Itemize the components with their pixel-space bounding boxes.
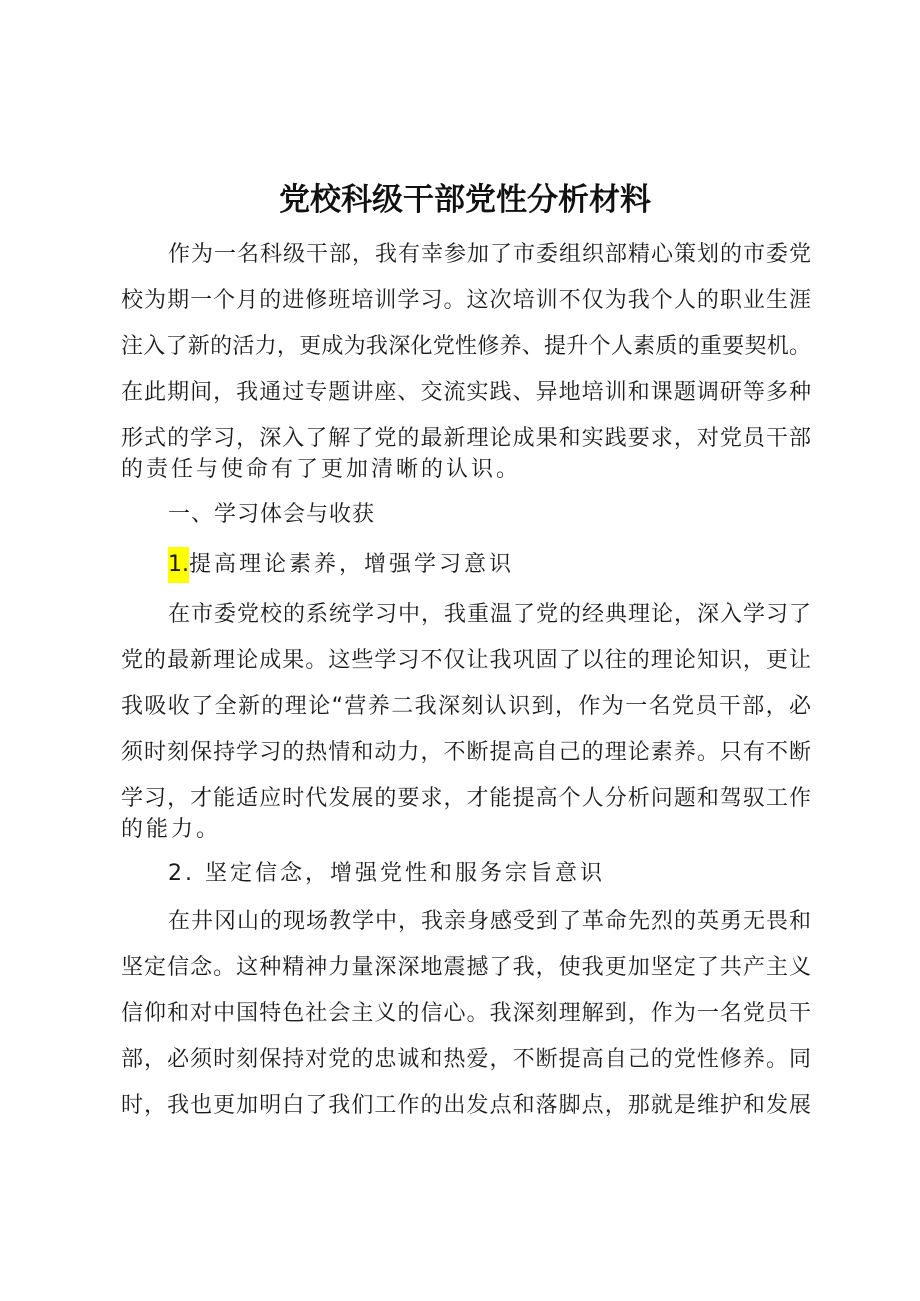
paragraph-line: 须时刻保持学习的热情和动力，不断提高自己的理论素养。只有不断 (121, 740, 811, 765)
subheading-1-text: 提高理论素养，增强学习意识 (189, 552, 515, 577)
intro-line: 作为一名科级干部，我有幸参加了市委组织部精心策划的市委党 (168, 242, 811, 267)
subheading-1 (168, 547, 858, 583)
highlighted-number: 1. (168, 547, 189, 583)
paragraph-line: 我吸收了全新的理论“营养二我深刻认识到，作为一名党员干部，必 (121, 694, 811, 719)
subheading-2: 2. 坚定信念，增强党性和服务宗旨意识 (168, 861, 605, 886)
intro-line: 校为期一个月的进修班培训学习。这次培训不仅为我个人的职业生涯 (121, 288, 811, 313)
paragraph-line: 的能力。 (121, 817, 222, 842)
paragraph-line: 时，我也更加明白了我们工作的出发点和落脚点，那就是维护和发展 (121, 1093, 811, 1118)
paragraph-line: 坚定信念。这种精神力量深深地震撼了我，使我更加坚定了共产主义 (121, 955, 811, 980)
document-title: 党校科级干部党性分析材料 (279, 182, 651, 218)
section-heading: 一、学习体会与收获 (168, 502, 376, 527)
paragraph-line: 在井冈山的现场教学中，我亲身感受到了革命先烈的英勇无畏和 (168, 909, 811, 934)
intro-line: 的责任与使命有了更加清晰的认识。 (121, 457, 522, 482)
paragraph-line: 党的最新理论成果。这些学习不仅让我巩固了以往的理论知识，更让 (121, 648, 811, 673)
intro-line: 形式的学习，深入了解了党的最新理论成果和实践要求，对党员干部 (121, 426, 811, 451)
paragraph-line: 信仰和对中国特色社会主义的信心。我深刻理解到，作为一名党员干 (121, 1001, 811, 1026)
paragraph-line: 学习，才能适应时代发展的要求，才能提高个人分析问题和驾驭工作 (121, 786, 811, 811)
intro-line: 在此期间，我通过专题讲座、交流实践、异地培训和课题调研等多种 (121, 380, 811, 405)
paragraph-line: 部，必须时刻保持对党的忠诚和热爱，不断提高自己的党性修养。同 (121, 1047, 811, 1072)
paragraph-line: 在市委党校的系统学习中，我重温了党的经典理论，深入学习了 (168, 602, 811, 627)
intro-line: 注入了新的活力，更成为我深化党性修养、提升个人素质的重要契机。 (121, 334, 811, 359)
